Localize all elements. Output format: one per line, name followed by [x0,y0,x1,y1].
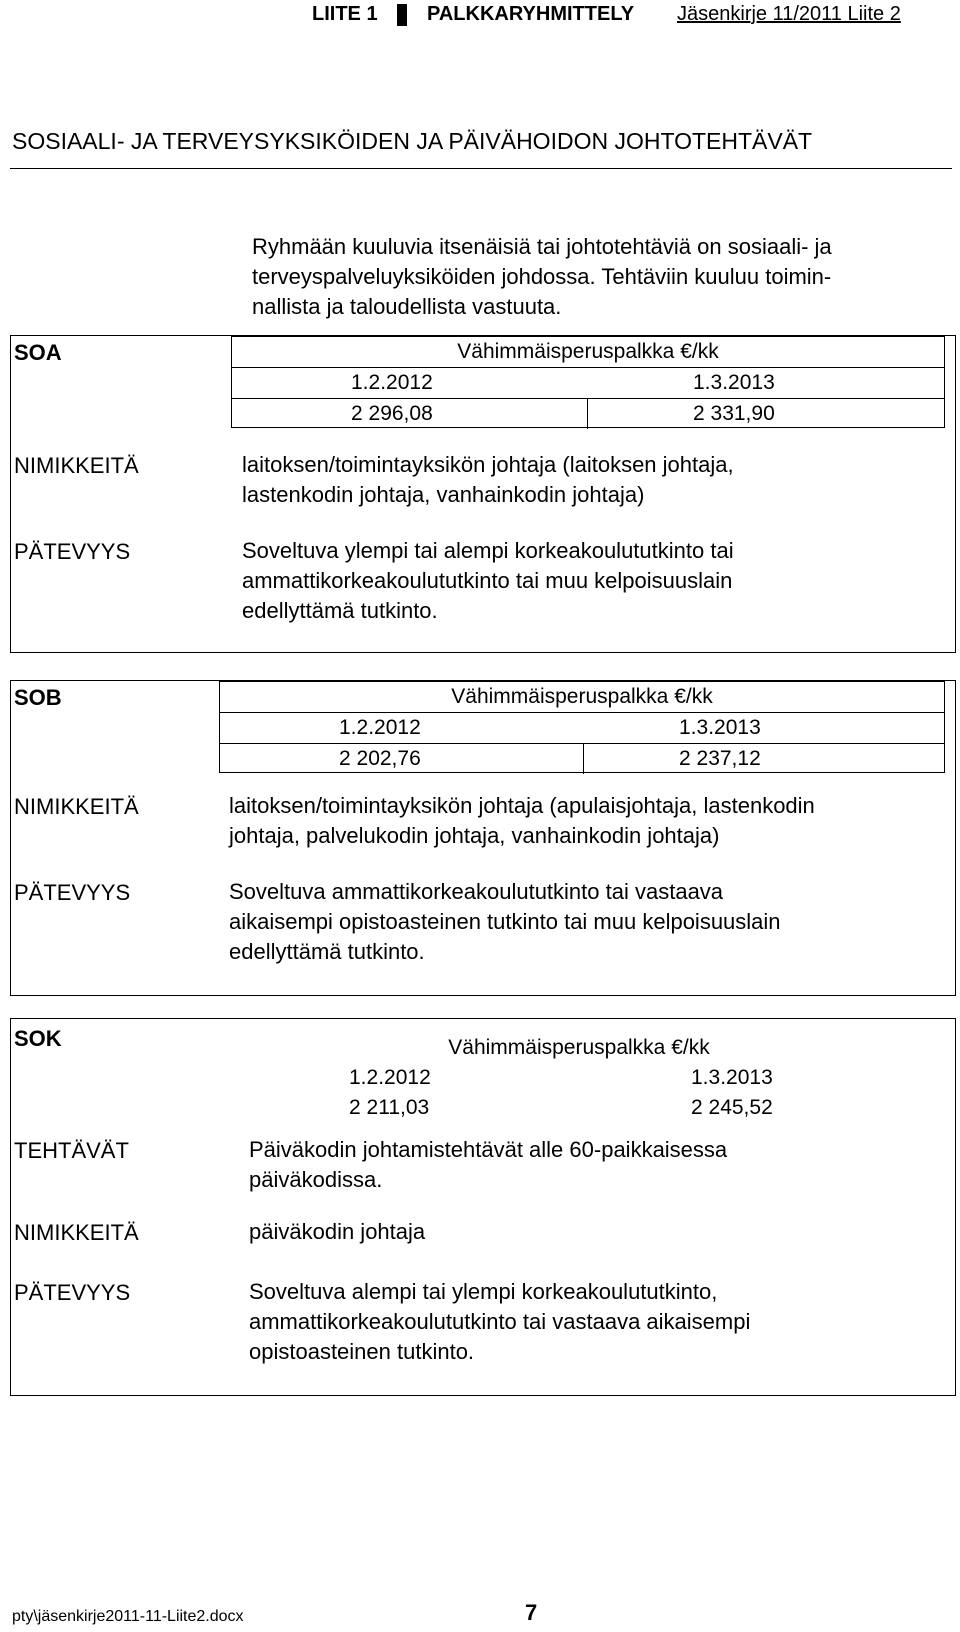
patevyys-line: ammattikorkeakoulututkinto tai vastaava aikaisempi [249,1309,751,1334]
salary-date-2: 1.3.2013 [693,371,775,394]
salary-amount-2: 2 245,52 [691,1096,773,1119]
patevyys-label: PÄTEVYYS [14,880,131,905]
nimikkeita-line: johtaja, palvelukodin johtaja, vanhainkodin johtaja) [229,823,720,848]
page-title: SOSIAALI- JA TERVEYSYKSIKÖIDEN JA PÄIVÄHOIDON JOHTOTEHTÄVÄT [12,128,813,154]
page-header [312,0,952,28]
salary-date-2: 1.3.2013 [691,1066,773,1089]
salary-date-1: 1.2.2012 [339,716,421,739]
title-divider [10,168,952,169]
salary-dates-row [220,713,944,743]
salary-title: Vähimmäisperuspalkka €/kk [448,1036,710,1059]
tehtavat-text [249,1135,727,1195]
tehtavat-label: TEHTÄVÄT [14,1138,129,1163]
salary-column-divider [583,744,584,774]
tehtavat-line: päiväkodissa. [249,1167,383,1192]
salary-table [309,1033,849,1125]
patevyys-label: PÄTEVYYS [14,539,131,564]
salary-dates-row [309,1063,849,1093]
intro-line: Ryhmään kuuluvia itsenäisiä tai johtotehtäviä on sosiaali- ja [252,234,832,259]
patevyys-line: edellyttämä tutkinto. [242,598,438,623]
patevyys-line: opistoasteinen tutkinto. [249,1339,475,1364]
salary-amount-2: 2 237,12 [679,747,761,770]
salary-table [219,681,945,773]
group-code: SOA [14,340,62,365]
header-palkkaryhmittely: PALKKARYHMITTELY [427,3,635,25]
salary-column-divider [587,399,588,429]
patevyys-label: PÄTEVYYS [14,1280,131,1305]
intro-line: nallista ja taloudellista vastuuta. [252,294,562,319]
salary-title: Vähimmäisperuspalkka €/kk [232,337,944,368]
group-box-sob [10,680,956,996]
intro-paragraph [252,232,952,322]
salary-date-1: 1.2.2012 [349,1066,431,1089]
group-code: SOB [14,685,62,710]
group-box-sok [10,1018,956,1396]
salary-amounts-row [232,398,944,429]
group-code: SOK [14,1026,62,1051]
patevyys-text [242,536,734,626]
header-jasenkirje: Jäsenkirje 11/2011 Liite 2 [677,3,901,25]
nimikkeita-text [242,450,734,510]
nimikkeita-text [249,1217,425,1247]
footer-file-path: pty\jäsenkirje2011-11-Liite2.docx [12,1608,244,1625]
salary-amount-2: 2 331,90 [693,402,775,425]
group-box-soa [10,335,956,653]
nimikkeita-line: laitoksen/toimintayksikön johtaja (laitoksen johtaja, [242,452,734,477]
patevyys-line: edellyttämä tutkinto. [229,939,425,964]
header-liite: LIITE 1 [312,3,378,25]
nimikkeita-line: laitoksen/toimintayksikön johtaja (apulaisjohtaja, lastenkodin [229,793,815,818]
salary-amount-1: 2 202,76 [339,747,421,770]
salary-amount-1: 2 296,08 [351,402,433,425]
nimikkeita-text [229,791,815,851]
nimikkeita-label: NIMIKKEITÄ [14,794,139,819]
salary-amounts-row [220,743,944,774]
nimikkeita-line: päiväkodin johtaja [249,1219,426,1244]
tehtavat-line: Päiväkodin johtamistehtävät alle 60-paikkaisessa [249,1137,728,1162]
salary-table [231,336,945,428]
header-separator-bar [397,4,407,26]
salary-amount-1: 2 211,03 [349,1096,430,1119]
salary-date-1: 1.2.2012 [351,371,433,394]
nimikkeita-label: NIMIKKEITÄ [14,453,139,478]
patevyys-text [229,877,781,967]
patevyys-line: aikaisempi opistoasteinen tutkinto tai muu kelpoisuuslain [229,909,781,934]
salary-dates-row [232,368,944,398]
nimikkeita-line: lastenkodin johtaja, vanhainkodin johtaja) [242,482,645,507]
salary-title: Vähimmäisperuspalkka €/kk [220,682,944,713]
patevyys-line: Soveltuva ylempi tai alempi korkeakoulututkinto tai [242,538,734,563]
intro-line: terveyspalveluyksiköiden johdossa. Tehtäviin kuuluu toimin- [252,264,832,289]
salary-date-2: 1.3.2013 [679,716,761,739]
patevyys-text [249,1277,750,1367]
patevyys-line: Soveltuva alempi tai ylempi korkeakoulututkinto, [249,1279,718,1304]
footer-page-number: 7 [525,1600,538,1625]
patevyys-line: ammattikorkeakoulututkinto tai muu kelpoisuuslain [242,568,733,593]
salary-amounts-row [309,1093,849,1123]
nimikkeita-label: NIMIKKEITÄ [14,1220,139,1245]
patevyys-line: Soveltuva ammattikorkeakoulututkinto tai vastaava [229,879,724,904]
